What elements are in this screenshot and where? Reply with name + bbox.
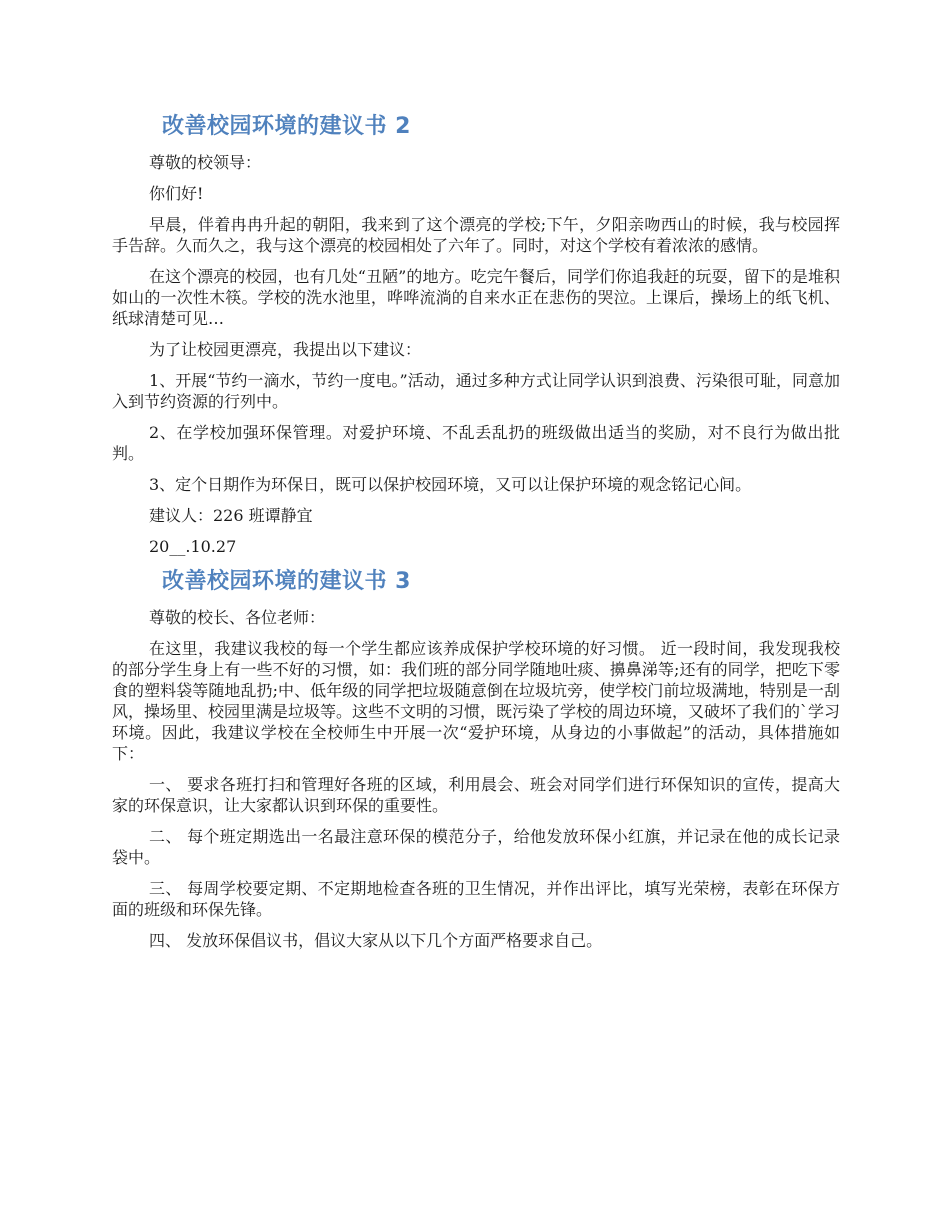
greeting: 你们好! bbox=[149, 184, 204, 203]
section-3-title: 改善校园环境的建议书 3 bbox=[162, 569, 411, 594]
section-2-title: 改善校园环境的建议书 2 bbox=[162, 114, 411, 139]
measure-item: 四、 发放环保倡议书，倡议大家从以下几个方面严格要求自己。 bbox=[149, 931, 603, 950]
suggestion-item: 1、开展“节约一滴水，节约一度电。”活动，通过多种方式让同学认识到浪费、污染很可耻，同意加入到节约资源的行列中。 bbox=[112, 371, 840, 411]
body-paragraph: 早晨，伴着冉冉升起的朝阳，我来到了这个漂亮的学校;下午，夕阳亲吻西山的时候，我与校园挥手告辞。久而久之，我与这个漂亮的校园相处了六年了。同时，对这个学校有着浓浓的感情。 bbox=[112, 215, 840, 255]
date: 20__.10.27 bbox=[149, 537, 237, 556]
measure-item: 二、 每个班定期选出一名最注意环保的模范分子，给他发放环保小红旗，并记录在他的成长记录袋中。 bbox=[112, 827, 840, 867]
measure-item: 一、 要求各班打扫和管理好各班的区域，利用晨会、班会对同学们进行环保知识的宣传，提高大家的环保意识，让大家都认识到环保的重要性。 bbox=[112, 775, 840, 815]
salutation: 尊敬的校长、各位老师： bbox=[149, 608, 326, 627]
measure-item: 三、 每周学校要定期、不定期地检查各班的卫生情况，并作出评比，填写光荣榜，表彰在环保方面的班级和环保先锋。 bbox=[112, 879, 840, 919]
salutation: 尊敬的校领导： bbox=[149, 153, 262, 172]
document-body bbox=[112, 112, 840, 961]
body-paragraph: 为了让校园更漂亮，我提出以下建议： bbox=[149, 340, 422, 359]
suggestion-item: 2、在学校加强环保管理。对爱护环境、不乱丢乱扔的班级做出适当的奖励，对不良行为做出批判。 bbox=[112, 423, 840, 463]
signature: 建议人：226 班谭静宜 bbox=[149, 506, 313, 525]
body-paragraph: 在这里，我建议我校的每一个学生都应该养成保护学校环境的好习惯。 近一段时间，我发现我校的部分学生身上有一些不好的习惯，如：我们班的部分同学随地吐痰、擤鼻涕等;还有的同学，把吃下零食的塑料袋等随地乱扔;中、低年级的同学把垃圾随意倒在垃圾坑旁，使学校门前垃圾满地，特别是一刮风，操场里、校园里满是垃圾等。这些不文明的习惯，既污染了学校的周边环境，又破坏了我们的`学习环境。因此，我建议学校在全校师生中开展一次“爱护环境，从身边的小事做起”的活动，具体措施如下： bbox=[112, 639, 841, 763]
suggestion-item: 3、定个日期作为环保日，既可以保护校园环境，又可以让保护环境的观念铭记心间。 bbox=[149, 475, 752, 494]
body-paragraph: 在这个漂亮的校园，也有几处“丑陋”的地方。吃完午餐后，同学们你追我赶的玩耍，留下的是堆积如山的一次性木筷。学校的洗水池里，哗哗流淌的自来水正在悲伤的哭泣。上课后，操场上的纸飞机、纸球清楚可见… bbox=[112, 267, 840, 328]
